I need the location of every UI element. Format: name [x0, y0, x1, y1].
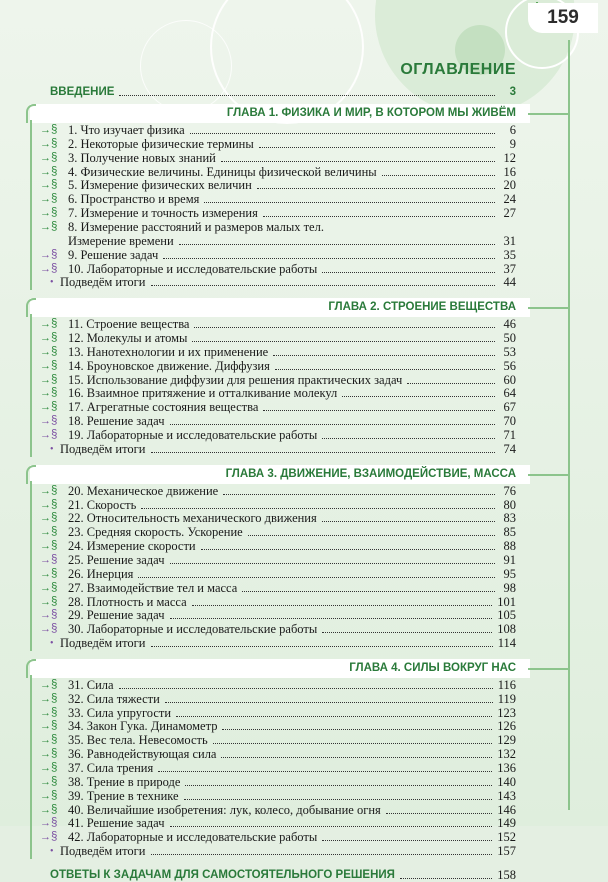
toc-section-item[interactable]: [40, 485, 516, 498]
toc-page-number: 85: [503, 525, 516, 540]
toc-page-number: 60: [503, 372, 516, 387]
toc-section-item[interactable]: [40, 596, 516, 609]
toc-page-number: 95: [503, 566, 516, 581]
toc-section-item[interactable]: [40, 776, 516, 789]
toc-section-title: 14. Броуновское движение. Диффузия: [68, 358, 270, 373]
toc-section-item[interactable]: [40, 415, 516, 428]
toc-section-item[interactable]: [40, 429, 516, 442]
bullet-icon: •: [50, 443, 54, 455]
toc-section-title: 24. Измерение скорости: [68, 539, 196, 554]
chapter-bracket: [30, 481, 32, 651]
toc-page-number: 146: [497, 802, 516, 817]
arrow-right-icon: →§: [40, 540, 58, 553]
dot-leader: [204, 200, 495, 203]
toc-page-number: 157: [497, 844, 516, 859]
toc-section-title: 20. Механическое движение: [68, 483, 219, 498]
toc-section-title: 16. Взаимное притяжение и отталкивание молекул: [68, 386, 338, 401]
toc-section-title: 39. Трение в технике: [68, 788, 179, 803]
arrow-right-icon: →§: [40, 415, 58, 428]
toc-page-number: 76: [503, 483, 516, 498]
toc-summary-item[interactable]: [50, 845, 516, 858]
toc-section-title: 6. Пространство и время: [68, 192, 200, 207]
toc-page-number: 116: [497, 677, 516, 692]
toc-section-item[interactable]: [40, 263, 516, 276]
toc-summary-title: Подведём итоги: [60, 636, 146, 651]
dot-leader: [386, 811, 492, 814]
toc-section-item[interactable]: [40, 609, 516, 622]
toc-section-item[interactable]: [40, 707, 516, 720]
dot-leader: [221, 755, 492, 758]
arrow-right-icon: →§: [40, 137, 58, 150]
toc-section-title: 34. Закон Гука. Динамометр: [68, 719, 218, 734]
page-title: ОГЛАВЛЕНИЕ: [400, 61, 516, 78]
arrow-right-icon: →§: [40, 193, 58, 206]
toc-section-item[interactable]: [40, 817, 516, 830]
toc-section-title: 13. Нанотехнологии и их применение: [68, 344, 269, 359]
toc-section-title: 23. Средняя скорость. Ускорение: [68, 525, 243, 540]
arrow-right-icon: →§: [40, 595, 58, 608]
dot-leader: [163, 256, 495, 259]
chapter-heading[interactable]: ГЛАВА 2. СТРОЕНИЕ ВЕЩЕСТВА: [30, 298, 530, 317]
dot-leader: [185, 783, 492, 786]
toc-section-item[interactable]: [40, 249, 516, 262]
dot-leader: [322, 519, 495, 522]
toc-section-item[interactable]: [40, 193, 516, 206]
toc-section-title: 19. Лабораторные и исследовательские работы: [68, 428, 318, 442]
toc-summary-item[interactable]: [50, 443, 516, 456]
toc-page-number: 136: [497, 761, 516, 775]
toc-section-title: 36. Равнодействующая сила: [68, 747, 217, 762]
dot-leader: [194, 325, 495, 328]
dot-leader: [170, 561, 496, 564]
toc-page-number: 126: [497, 719, 516, 734]
toc-section-item[interactable]: [40, 360, 516, 373]
toc-page-number: 64: [503, 386, 516, 401]
toc-section-item[interactable]: [40, 166, 516, 179]
toc-intro-label: ВВЕДЕНИЕ: [50, 86, 115, 98]
arrow-right-icon: →§: [40, 831, 58, 844]
toc-page-number: 158: [497, 867, 516, 882]
arrow-right-icon: →§: [40, 623, 58, 636]
arrow-right-icon: →§: [40, 429, 58, 441]
arrow-right-icon: →§: [40, 401, 58, 414]
toc-page-number: 140: [497, 774, 516, 789]
dot-leader: [259, 145, 495, 148]
dot-leader: [322, 270, 495, 273]
toc-summary-item[interactable]: [50, 276, 516, 289]
toc-page-number: 9: [509, 136, 516, 151]
arrow-right-icon: →§: [40, 789, 58, 802]
dot-leader: [165, 700, 493, 703]
arrow-right-icon: →§: [40, 762, 58, 774]
dot-leader: [170, 422, 496, 425]
arrow-right-icon: →§: [40, 318, 58, 331]
dot-leader: [221, 159, 495, 162]
arrow-right-icon: →§: [40, 567, 58, 580]
toc-page-number: 46: [503, 317, 516, 332]
arrow-right-icon: →§: [40, 775, 58, 788]
toc-section-title: 9. Решение задач: [68, 247, 159, 262]
arrow-right-icon: →§: [40, 817, 58, 830]
toc-page-number: 37: [503, 261, 516, 276]
toc-section-title: 41. Решение задач: [68, 816, 165, 831]
toc-page-number: 129: [497, 733, 516, 748]
chapter-bracket: [30, 675, 32, 859]
toc-page-number: 27: [503, 206, 516, 221]
toc-section-title: 15. Использование диффузии для решения практических задач: [68, 372, 403, 387]
arrow-right-icon: →§: [40, 748, 58, 761]
arrow-right-icon: →§: [40, 332, 58, 345]
dot-leader: [223, 492, 495, 495]
toc-section-item[interactable]: [40, 804, 516, 817]
arrow-right-icon: →§: [40, 207, 58, 220]
toc-section-title: Измерение времени: [68, 233, 174, 248]
toc-page-number: 119: [497, 691, 516, 706]
dot-leader: [138, 575, 495, 578]
chapter-bracket: [30, 314, 32, 457]
dot-leader: [179, 242, 495, 245]
toc-section-title: 31. Сила: [68, 677, 114, 692]
chapter-heading[interactable]: ГЛАВА 3. ДВИЖЕНИЕ, ВЗАИМОДЕЙСТВИЕ, МАССА: [30, 465, 530, 484]
toc-page-number: 80: [503, 497, 516, 512]
arrow-right-icon: →§: [40, 124, 58, 136]
toc-section-item[interactable]: [40, 124, 516, 137]
toc-section-item[interactable]: [40, 679, 516, 692]
dot-leader: [201, 547, 495, 550]
arrow-right-icon: →§: [40, 706, 58, 719]
toc-section-title: 26. Инерция: [68, 566, 134, 581]
toc-section-title: 1. Что изучает физика: [68, 123, 185, 137]
toc-section-title: 12. Молекулы и атомы: [68, 331, 188, 346]
toc-section-title: 28. Плотность и масса: [68, 594, 187, 609]
toc-section-title: 3. Получение новых знаний: [68, 150, 216, 165]
arrow-right-icon: →§: [40, 498, 58, 511]
chapter-bracket: [30, 120, 32, 290]
toc-section-item[interactable]: [40, 831, 516, 844]
bullet-icon: •: [50, 638, 54, 650]
toc-section-item[interactable]: [40, 762, 516, 775]
toc-section-item[interactable]: [40, 568, 516, 581]
toc-page-number: 91: [503, 552, 516, 567]
arrow-right-icon: →§: [40, 609, 58, 622]
toc-page-number: 83: [503, 511, 516, 526]
dot-leader: [151, 450, 496, 453]
toc-section-item[interactable]: [40, 138, 516, 151]
arrow-right-icon: →§: [40, 220, 58, 233]
toc-section-title: 38. Трение в природе: [68, 774, 181, 789]
toc-section-continuation[interactable]: [68, 235, 516, 248]
bullet-icon: •: [50, 277, 54, 289]
toc-page-number: 67: [503, 400, 516, 415]
toc-section-item[interactable]: [40, 693, 516, 706]
toc-section-item[interactable]: [40, 318, 516, 331]
toc-section-item[interactable]: [40, 540, 516, 553]
dot-leader: [158, 769, 492, 772]
dot-leader: [263, 214, 495, 217]
toc-answers[interactable]: [50, 869, 516, 882]
arrow-right-icon: →§: [40, 165, 58, 178]
toc-section-title: 27. Взаимодействие тел и масса: [68, 580, 238, 595]
toc-page-number: 74: [503, 441, 516, 456]
toc-section-title: 29. Решение задач: [68, 608, 165, 623]
toc-section-title: 35. Вес тела. Невесомость: [68, 733, 208, 748]
chapter-heading[interactable]: ГЛАВА 4. СИЛЫ ВОКРУГ НАС: [30, 659, 530, 678]
dot-leader: [248, 533, 495, 536]
arrow-right-icon: →§: [40, 553, 58, 566]
dot-leader: [322, 436, 495, 439]
toc-page-number: 143: [497, 788, 516, 803]
arrow-right-icon: →§: [40, 359, 58, 372]
arrow-right-icon: →§: [40, 526, 58, 539]
dot-leader: [119, 93, 495, 96]
dot-leader: [322, 630, 492, 633]
toc-page-number: 50: [503, 331, 516, 346]
arrow-right-icon: →§: [40, 262, 58, 275]
dot-leader: [263, 408, 495, 411]
toc-page-number: 71: [503, 428, 516, 442]
toc-page-number: 44: [503, 275, 516, 290]
toc-section-item[interactable]: [40, 512, 516, 525]
toc-page-number: 53: [503, 344, 516, 359]
toc-section-title: 30. Лабораторные и исследовательские работы: [68, 622, 318, 637]
arrow-right-icon: →§: [40, 692, 58, 705]
dot-leader: [176, 714, 492, 717]
toc-section-title: 33. Сила упругости: [68, 705, 172, 720]
dot-leader: [382, 173, 495, 176]
toc-section-item[interactable]: [40, 179, 516, 192]
dot-leader: [151, 283, 496, 286]
dot-leader: [192, 603, 493, 606]
arrow-right-icon: →§: [40, 387, 58, 400]
toc-page-number: 16: [503, 164, 516, 179]
toc-section-title: 18. Решение задач: [68, 414, 165, 429]
arrow-right-icon: →§: [40, 179, 58, 192]
toc-page-number: 31: [503, 233, 516, 248]
dot-leader: [213, 741, 493, 744]
toc-page-number: 149: [497, 816, 516, 831]
toc-section-item[interactable]: [40, 374, 516, 387]
toc-page-number: 152: [497, 830, 516, 845]
toc-intro[interactable]: [50, 86, 516, 99]
toc-page-number: 88: [503, 539, 516, 554]
toc-page-number: 20: [503, 178, 516, 193]
dot-leader: [184, 797, 493, 800]
toc-summary-title: Подведём итоги: [60, 275, 146, 290]
toc-section-title: 32. Сила тяжести: [68, 691, 160, 706]
toc-summary-item[interactable]: [50, 637, 516, 650]
toc-page-number: 132: [497, 747, 516, 762]
toc-section-item[interactable]: [40, 221, 516, 234]
arrow-right-icon: →§: [40, 581, 58, 594]
dot-leader: [151, 644, 493, 647]
toc-section-item[interactable]: [40, 623, 516, 636]
toc-section-item[interactable]: [40, 387, 516, 400]
toc-section-title: 10. Лабораторные и исследовательские работы: [68, 261, 318, 276]
dot-leader: [342, 394, 495, 397]
arrow-right-icon: →§: [40, 484, 58, 497]
toc-summary-title: Подведём итоги: [60, 844, 146, 859]
arrow-right-icon: →§: [40, 512, 58, 525]
toc-section-title: 42. Лабораторные и исследовательские работы: [68, 830, 318, 845]
toc-section-title: 37. Сила трения: [68, 761, 154, 775]
toc-section-title: 21. Скорость: [68, 497, 137, 512]
toc-section-item[interactable]: [40, 582, 516, 595]
toc-section-item[interactable]: [40, 207, 516, 220]
dot-leader: [407, 381, 495, 384]
dot-leader: [119, 686, 493, 689]
dot-leader: [151, 852, 493, 855]
arrow-right-icon: →§: [40, 803, 58, 816]
spacer: [329, 229, 511, 231]
toc-section-item[interactable]: [40, 790, 516, 803]
toc-page-number: 101: [497, 594, 516, 609]
toc-section-title: 7. Измерение и точность измерения: [68, 206, 258, 221]
toc-section-title: 5. Измерение физических величин: [68, 178, 252, 193]
dot-leader: [257, 186, 495, 189]
toc-section-item[interactable]: [40, 720, 516, 733]
toc-section-item[interactable]: [40, 152, 516, 165]
toc-section-item[interactable]: [40, 526, 516, 539]
toc-page-number: 105: [497, 608, 516, 623]
toc-page-number: 6: [509, 123, 516, 137]
toc-section-item[interactable]: [40, 332, 516, 345]
toc-answers-label: ОТВЕТЫ К ЗАДАЧАМ ДЛЯ САМОСТОЯТЕЛЬНОГО РЕШЕНИЯ: [50, 868, 395, 881]
toc-section-title: 25. Решение задач: [68, 552, 165, 567]
toc-page-number: 24: [503, 192, 516, 207]
toc-section-item[interactable]: [40, 346, 516, 359]
toc-section-item[interactable]: [40, 401, 516, 414]
dot-leader: [190, 131, 495, 134]
toc-section-title: 17. Агрегатные состояния вещества: [68, 400, 259, 415]
toc-page-number: 56: [503, 358, 516, 373]
dot-leader: [400, 876, 492, 879]
toc-page-number: 3: [509, 86, 516, 98]
toc-page-number: 12: [503, 150, 516, 165]
arrow-right-icon: →§: [40, 678, 58, 691]
bullet-icon: •: [50, 846, 54, 858]
toc-page-number: 70: [503, 414, 516, 429]
decor-rail: [568, 40, 570, 810]
toc-page-number: 108: [497, 622, 516, 637]
dot-leader: [275, 367, 495, 370]
arrow-right-icon: →§: [40, 720, 58, 733]
toc-page-number: 123: [497, 705, 516, 720]
toc-section-title: 2. Некоторые физические термины: [68, 136, 254, 151]
dot-leader: [192, 339, 495, 342]
dot-leader: [242, 589, 495, 592]
dot-leader: [322, 838, 492, 841]
chapter-heading[interactable]: ГЛАВА 1. ФИЗИКА И МИР, В КОТОРОМ МЫ ЖИВЁМ: [30, 104, 530, 123]
toc-section-title: 4. Физические величины. Единицы физической величины: [68, 164, 377, 179]
toc-section-title: 11. Строение вещества: [68, 317, 190, 332]
arrow-right-icon: →§: [40, 248, 58, 261]
arrow-right-icon: →§: [40, 373, 58, 386]
toc-section-title: 8. Измерение расстояний и размеров малых тел.: [68, 219, 324, 234]
arrow-right-icon: →§: [40, 151, 58, 164]
toc-section-item[interactable]: [40, 748, 516, 761]
toc-summary-title: Подведём итоги: [60, 441, 146, 456]
toc-section-title: 40. Величайшие изобретения: лук, колесо, добывание огня: [68, 802, 381, 817]
dot-leader: [273, 353, 495, 356]
arrow-right-icon: →§: [40, 345, 58, 358]
toc-page-number: 35: [503, 247, 516, 262]
dot-leader: [141, 506, 495, 509]
toc-section-title: 22. Относительность механического движения: [68, 511, 317, 526]
arrow-right-icon: →§: [40, 734, 58, 747]
toc-section-item[interactable]: [40, 499, 516, 512]
page-number: 159: [528, 3, 598, 33]
dot-leader: [222, 727, 492, 730]
toc-section-item[interactable]: [40, 554, 516, 567]
toc-section-item[interactable]: [40, 734, 516, 747]
toc-page-number: 98: [503, 580, 516, 595]
toc-page-number: 114: [497, 636, 516, 651]
dot-leader: [170, 616, 493, 619]
